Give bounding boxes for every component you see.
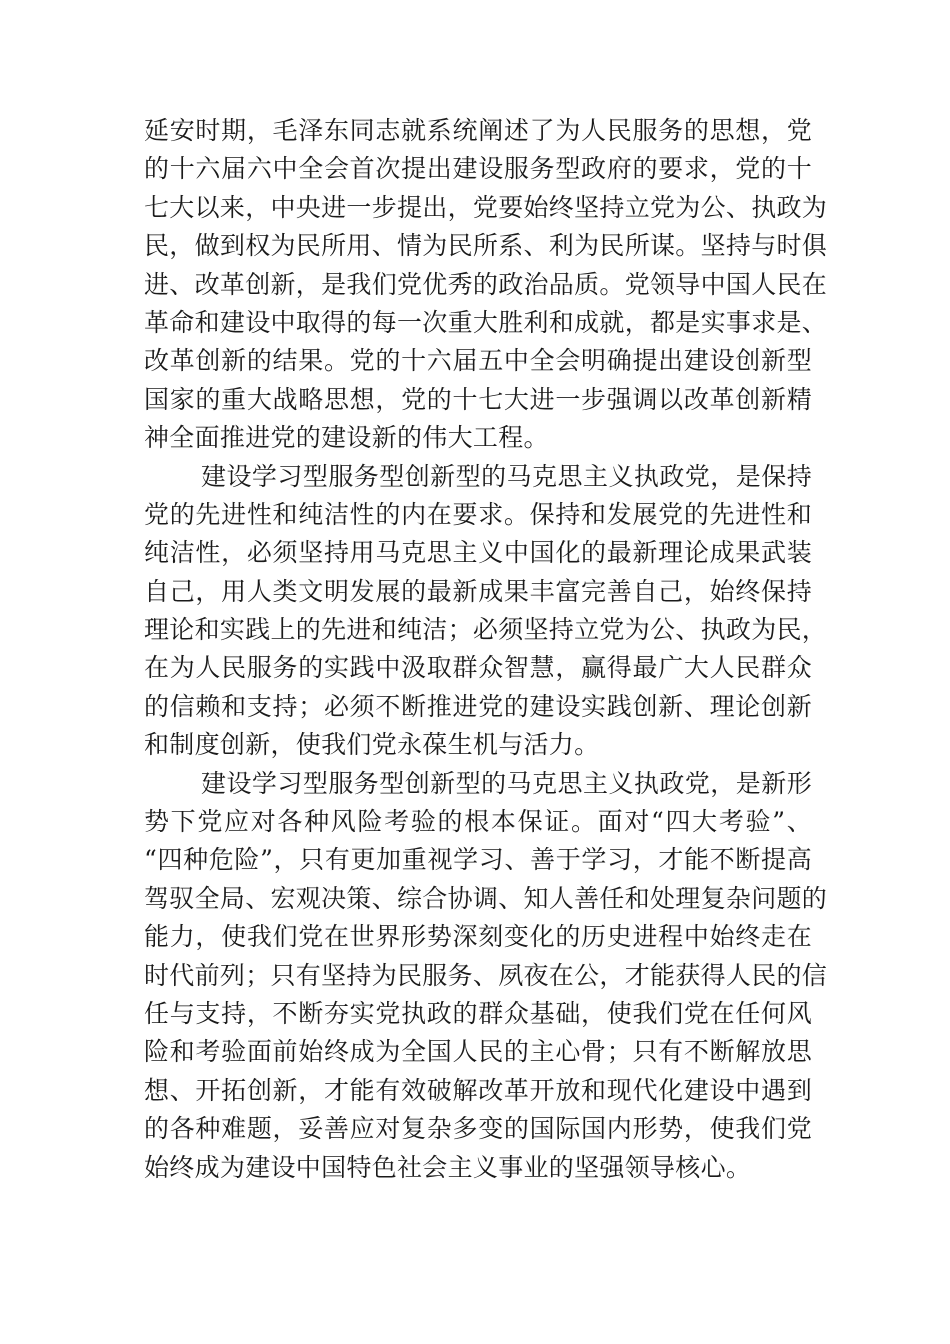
paragraph-line: 党的先进性和纯洁性的内在要求。保持和发展党的先进性和 (144, 499, 812, 529)
paragraph-line: 纯洁性，必须坚持用马克思主义中国化的最新理论成果武装 (144, 538, 812, 568)
paragraph-line: 七大以来，中央进一步提出，党要始终坚持立党为公、执政为 (144, 192, 828, 222)
paragraph-line: 能力，使我们党在世界形势深刻变化的历史进程中始终走在 (144, 922, 812, 952)
paragraph-2 (144, 458, 828, 765)
paragraph-line: 延安时期，毛泽东同志就系统阐述了为人民服务的思想，党 (144, 116, 812, 145)
paragraph-line: 革命和建设中取得的每一次重大胜利和成就，都是实事求是、 (144, 307, 828, 337)
paragraph-line: “四种危险”，只有更加重视学习、善于学习，才能不断提高 (144, 845, 812, 875)
paragraph-line: 自己，用人类文明发展的最新成果丰富完善自己，始终保持 (144, 576, 812, 606)
paragraph-line: 在为人民服务的实践中汲取群众智慧，赢得最广大人民群众 (144, 653, 812, 683)
paragraph-line: 始终成为建设中国特色社会主义事业的坚强领导核心。 (144, 1152, 752, 1182)
paragraph-line: 民，做到权为民所用、情为民所系、利为民所谋。坚持与时俱 (144, 231, 828, 261)
paragraph-line: 建设学习型服务型创新型的马克思主义执政党，是新形 (201, 768, 812, 798)
document-body (144, 112, 828, 1187)
paragraph-line: 和制度创新，使我们党永葆生机与活力。 (144, 730, 600, 760)
paragraph-line: 任与支持，不断夯实党执政的群众基础，使我们党在任何风 (144, 998, 812, 1028)
paragraph-line: 的十六届六中全会首次提出建设服务型政府的要求，党的十 (144, 154, 812, 184)
paragraph-line: 想、开拓创新，才能有效破解改革开放和现代化建设中遇到 (144, 1075, 812, 1105)
paragraph-line: 国家的重大战略思想，党的十七大进一步强调以改革创新精 (144, 384, 812, 414)
paragraph-line: 神全面推进党的建设新的伟大工程。 (144, 423, 549, 453)
paragraph-3 (144, 765, 828, 1187)
paragraph-line: 建设学习型服务型创新型的马克思主义执政党，是保持 (201, 461, 812, 491)
paragraph-line: 进、改革创新，是我们党优秀的政治品质。党领导中国人民在 (144, 269, 828, 299)
paragraph-line: 驾驭全局、宏观决策、综合协调、知人善任和处理复杂问题的 (144, 883, 828, 913)
paragraph-line: 改革创新的结果。党的十六届五中全会明确提出建设创新型 (144, 346, 812, 376)
paragraph-line: 的各种难题，妥善应对复杂多变的国际国内形势，使我们党 (144, 1114, 812, 1144)
paragraph-line: 的信赖和支持；必须不断推进党的建设实践创新、理论创新 (144, 691, 812, 721)
paragraph-line: 时代前列；只有坚持为民服务、夙夜在公，才能获得人民的信 (144, 960, 828, 990)
paragraph-line: 险和考验面前始终成为全国人民的主心骨；只有不断解放思 (144, 1037, 812, 1067)
paragraph-1 (144, 112, 828, 458)
paragraph-line: 势下党应对各种风险考验的根本保证。面对“四大考验”、 (144, 807, 812, 837)
paragraph-line: 理论和实践上的先进和纯洁；必须坚持立党为公、执政为民， (144, 615, 828, 645)
